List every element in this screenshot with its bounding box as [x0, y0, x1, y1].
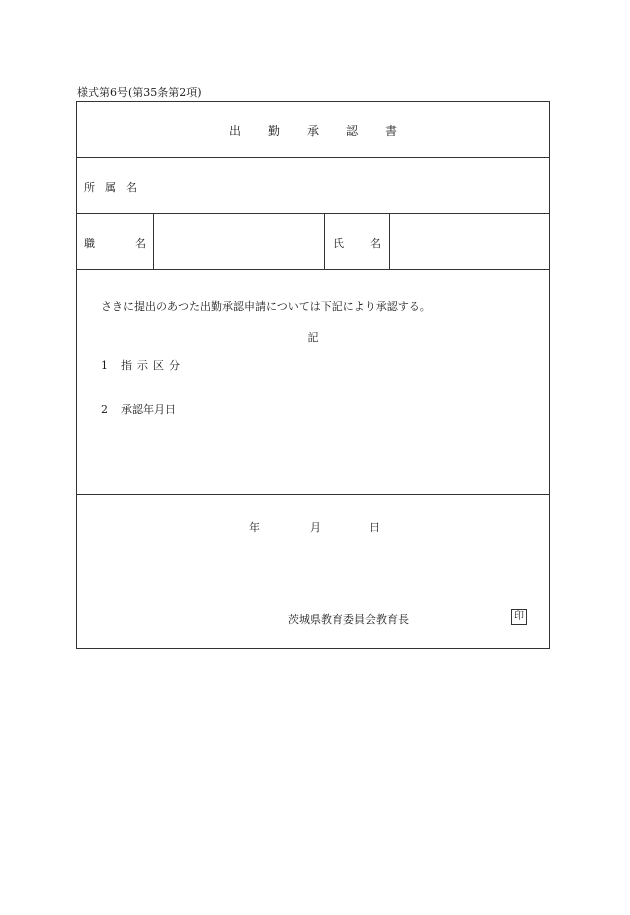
signer-name: 茨城県教育委員会教育長: [288, 613, 409, 626]
name-value-cell[interactable]: [390, 214, 549, 269]
item-number: 2: [101, 403, 108, 416]
month-label: 月: [310, 521, 321, 534]
person-row: [77, 214, 549, 270]
approval-form: [76, 101, 550, 649]
day-label: 日: [369, 521, 380, 534]
item-instruction-category: [101, 357, 185, 373]
affiliation-row: [77, 158, 549, 214]
position-value-cell[interactable]: [154, 214, 325, 269]
ki-heading: 記: [307, 331, 319, 344]
item-approval-date: [101, 401, 176, 417]
item-text: 指示区分: [121, 359, 185, 372]
title-row: [77, 102, 549, 158]
signature-row: [77, 495, 549, 648]
item-number: 1: [101, 359, 108, 372]
seal-mark: 印: [511, 609, 527, 625]
year-label: 年: [249, 521, 260, 534]
name-label-cell: [325, 214, 390, 269]
approval-statement: さきに提出のあつた出勤承認申請については下記により承認する。: [101, 300, 431, 313]
form-number: 様式第6号(第35条第2項): [77, 86, 202, 99]
name-label: 氏 名: [333, 237, 381, 250]
position-label-cell: [77, 214, 154, 269]
item-text: 承認年月日: [121, 403, 176, 416]
affiliation-label: 所属名: [84, 181, 147, 194]
body-row: [77, 270, 549, 495]
position-label: 職 名: [84, 237, 146, 250]
form-title: 出勤承認書: [228, 124, 424, 138]
